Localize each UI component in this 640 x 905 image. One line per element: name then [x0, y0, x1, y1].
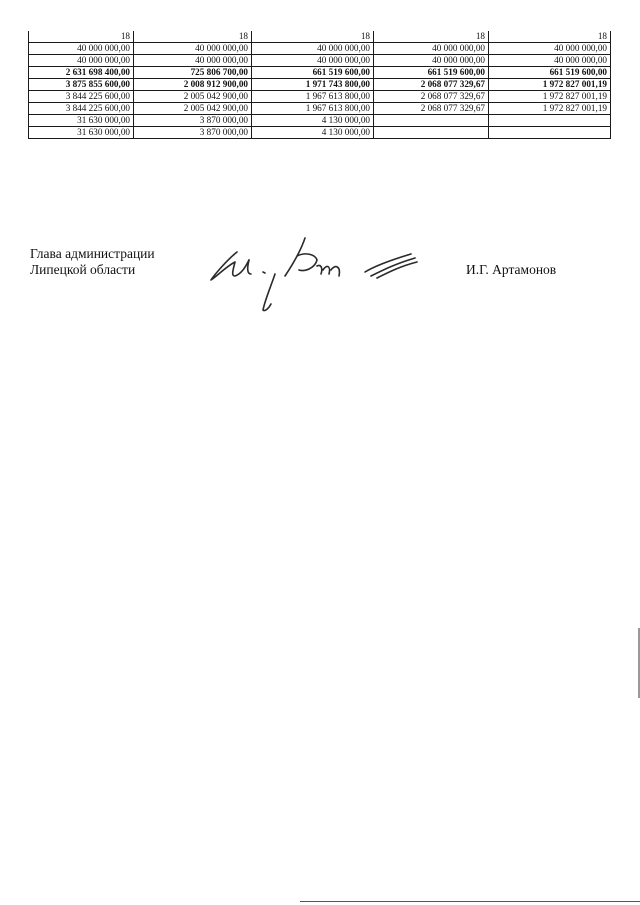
handwritten-signature [205, 230, 425, 320]
table-row [29, 67, 611, 79]
table-cell: 2 008 912 900,00 [134, 79, 252, 91]
table-cell: 3 844 225 600,00 [29, 103, 134, 115]
position-line-2: Липецкой области [30, 262, 136, 277]
table-cell: 40 000 000,00 [252, 43, 374, 55]
table-row [29, 31, 611, 43]
table-cell: 1 972 827 001,19 [489, 79, 611, 91]
table-row [29, 43, 611, 55]
table-cell [374, 115, 489, 127]
table-cell: 1 972 827 001,19 [489, 91, 611, 103]
table-cell: 3 870 000,00 [134, 115, 252, 127]
table-cell: 725 806 700,00 [134, 67, 252, 79]
table-row [29, 55, 611, 67]
table-cell: 40 000 000,00 [134, 43, 252, 55]
table-cell: 40 000 000,00 [489, 43, 611, 55]
table-cell: 3 870 000,00 [134, 127, 252, 139]
table-cell: 40 000 000,00 [489, 55, 611, 67]
table-cell: 2 005 042 900,00 [134, 91, 252, 103]
table-cell: 40 000 000,00 [29, 55, 134, 67]
table-cell: 18 [374, 31, 489, 43]
table-cell: 2 068 077 329,67 [374, 91, 489, 103]
table-cell: 2 068 077 329,67 [374, 79, 489, 91]
table-cell: 1 967 613 800,00 [252, 103, 374, 115]
table-cell: 1 971 743 800,00 [252, 79, 374, 91]
table-cell: 1 972 827 001,19 [489, 103, 611, 115]
table-cell: 40 000 000,00 [134, 55, 252, 67]
table-cell: 40 000 000,00 [374, 43, 489, 55]
table-cell: 661 519 600,00 [374, 67, 489, 79]
table-cell [489, 127, 611, 139]
table-cell: 3 844 225 600,00 [29, 91, 134, 103]
page-bottom-line [300, 901, 640, 902]
budget-table [28, 31, 611, 139]
table-cell [489, 115, 611, 127]
table-cell: 4 130 000,00 [252, 115, 374, 127]
table-cell: 18 [252, 31, 374, 43]
table-cell: 31 630 000,00 [29, 115, 134, 127]
table-cell: 4 130 000,00 [252, 127, 374, 139]
budget-table-body [29, 31, 611, 139]
table-cell: 40 000 000,00 [374, 55, 489, 67]
table-row [29, 115, 611, 127]
table-cell: 1 967 613 800,00 [252, 91, 374, 103]
table-cell: 661 519 600,00 [489, 67, 611, 79]
table-row [29, 79, 611, 91]
signer-name: И.Г. Артамонов [466, 262, 557, 277]
table-cell: 18 [489, 31, 611, 43]
signatory-position [30, 246, 155, 278]
table-cell: 2 005 042 900,00 [134, 103, 252, 115]
table-row [29, 103, 611, 115]
table-cell: 2 068 077 329,67 [374, 103, 489, 115]
table-cell: 18 [134, 31, 252, 43]
table-row [29, 91, 611, 103]
table-cell: 40 000 000,00 [252, 55, 374, 67]
table-cell: 40 000 000,00 [29, 43, 134, 55]
table-row [29, 127, 611, 139]
table-cell: 2 631 698 400,00 [29, 67, 134, 79]
table-cell [374, 127, 489, 139]
table-cell: 18 [29, 31, 134, 43]
table-cell: 3 875 855 600,00 [29, 79, 134, 91]
table-cell: 31 630 000,00 [29, 127, 134, 139]
position-line-1: Глава администрации [30, 246, 155, 261]
table-cell: 661 519 600,00 [252, 67, 374, 79]
